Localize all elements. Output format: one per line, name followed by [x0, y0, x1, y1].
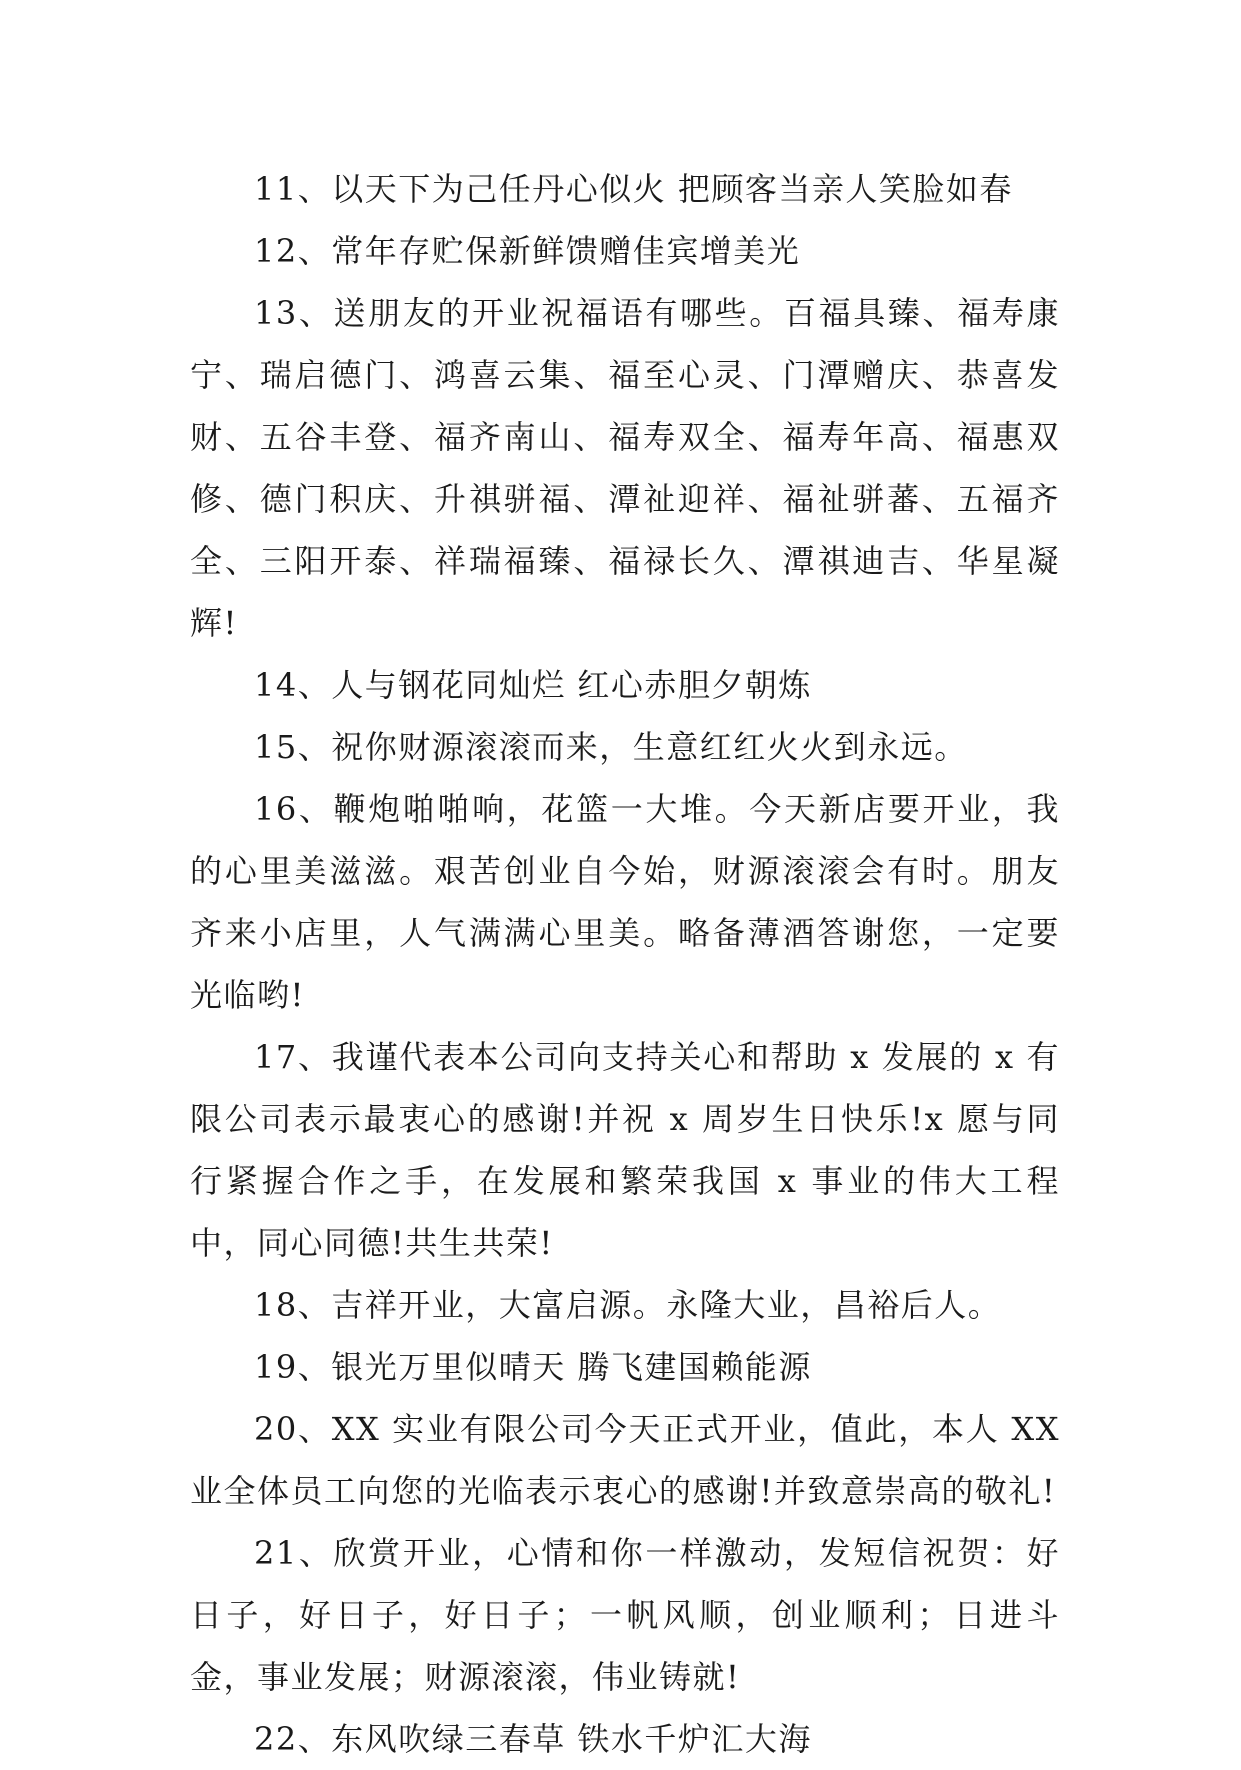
- paragraph-item-18: 18、吉祥开业，大富启源。永隆大业，昌裕后人。: [254, 1286, 1002, 1324]
- paragraph-item-11: 11、以天下为己任丹心似火 把顾客当亲人笑脸如春: [254, 170, 1013, 208]
- paragraph-item-17: 17、我谨代表本公司向支持关心和帮助 x 发展的 x 有限公司表示最衷心的感谢!并祝 x 周岁生日快乐!x 愿与同行紧握合作之手，在发展和繁荣我国 x 事业的伟大工程中，同心同德!共生共荣!: [190, 1038, 1060, 1262]
- paragraph-item-21: 21、欣赏开业，心情和你一样激动，发短信祝贺：好日子，好日子，好日子；一帆风顺，创业顺利；日进斗金，事业发展；财源滚滚，伟业铸就!: [190, 1534, 1060, 1696]
- paragraph-item-12: 12、常年存贮保新鲜馈赠佳宾增美光: [254, 232, 801, 270]
- document-body: [190, 158, 1072, 1770]
- paragraph-item-15: 15、祝你财源滚滚而来，生意红红火火到永远。: [254, 728, 968, 766]
- paragraph-item-19: 19、银光万里似晴天 腾飞建国赖能源: [254, 1348, 812, 1386]
- paragraph-item-16: 16、鞭炮啪啪响，花篮一大堆。今天新店要开业，我的心里美滋滋。艰苦创业自今始，财源滚滚会有时。朋友齐来小店里，人气满满心里美。略备薄酒答谢您，一定要光临哟!: [190, 790, 1060, 1014]
- paragraph-item-20: 20、XX 实业有限公司今天正式开业，值此，本人 XX 业全体员工向您的光临表示衷心的感谢!并致意崇高的敬礼!: [190, 1410, 1072, 1510]
- paragraph-item-13: 13、送朋友的开业祝福语有哪些。百福具臻、福寿康宁、瑞启德门、鸿喜云集、福至心灵、门潭赠庆、恭喜发财、五谷丰登、福齐南山、福寿双全、福寿年高、福惠双修、德门积庆、升祺骈福、潭祉迎祥、福祉骈蕃、五福齐全、三阳开泰、祥瑞福臻、福禄长久、潭祺迪吉、华星凝辉!: [190, 294, 1060, 642]
- paragraph-item-22: 22、东风吹绿三春草 铁水千炉汇大海: [254, 1720, 812, 1758]
- paragraph-item-14: 14、人与钢花同灿烂 红心赤胆夕朝炼: [254, 666, 812, 704]
